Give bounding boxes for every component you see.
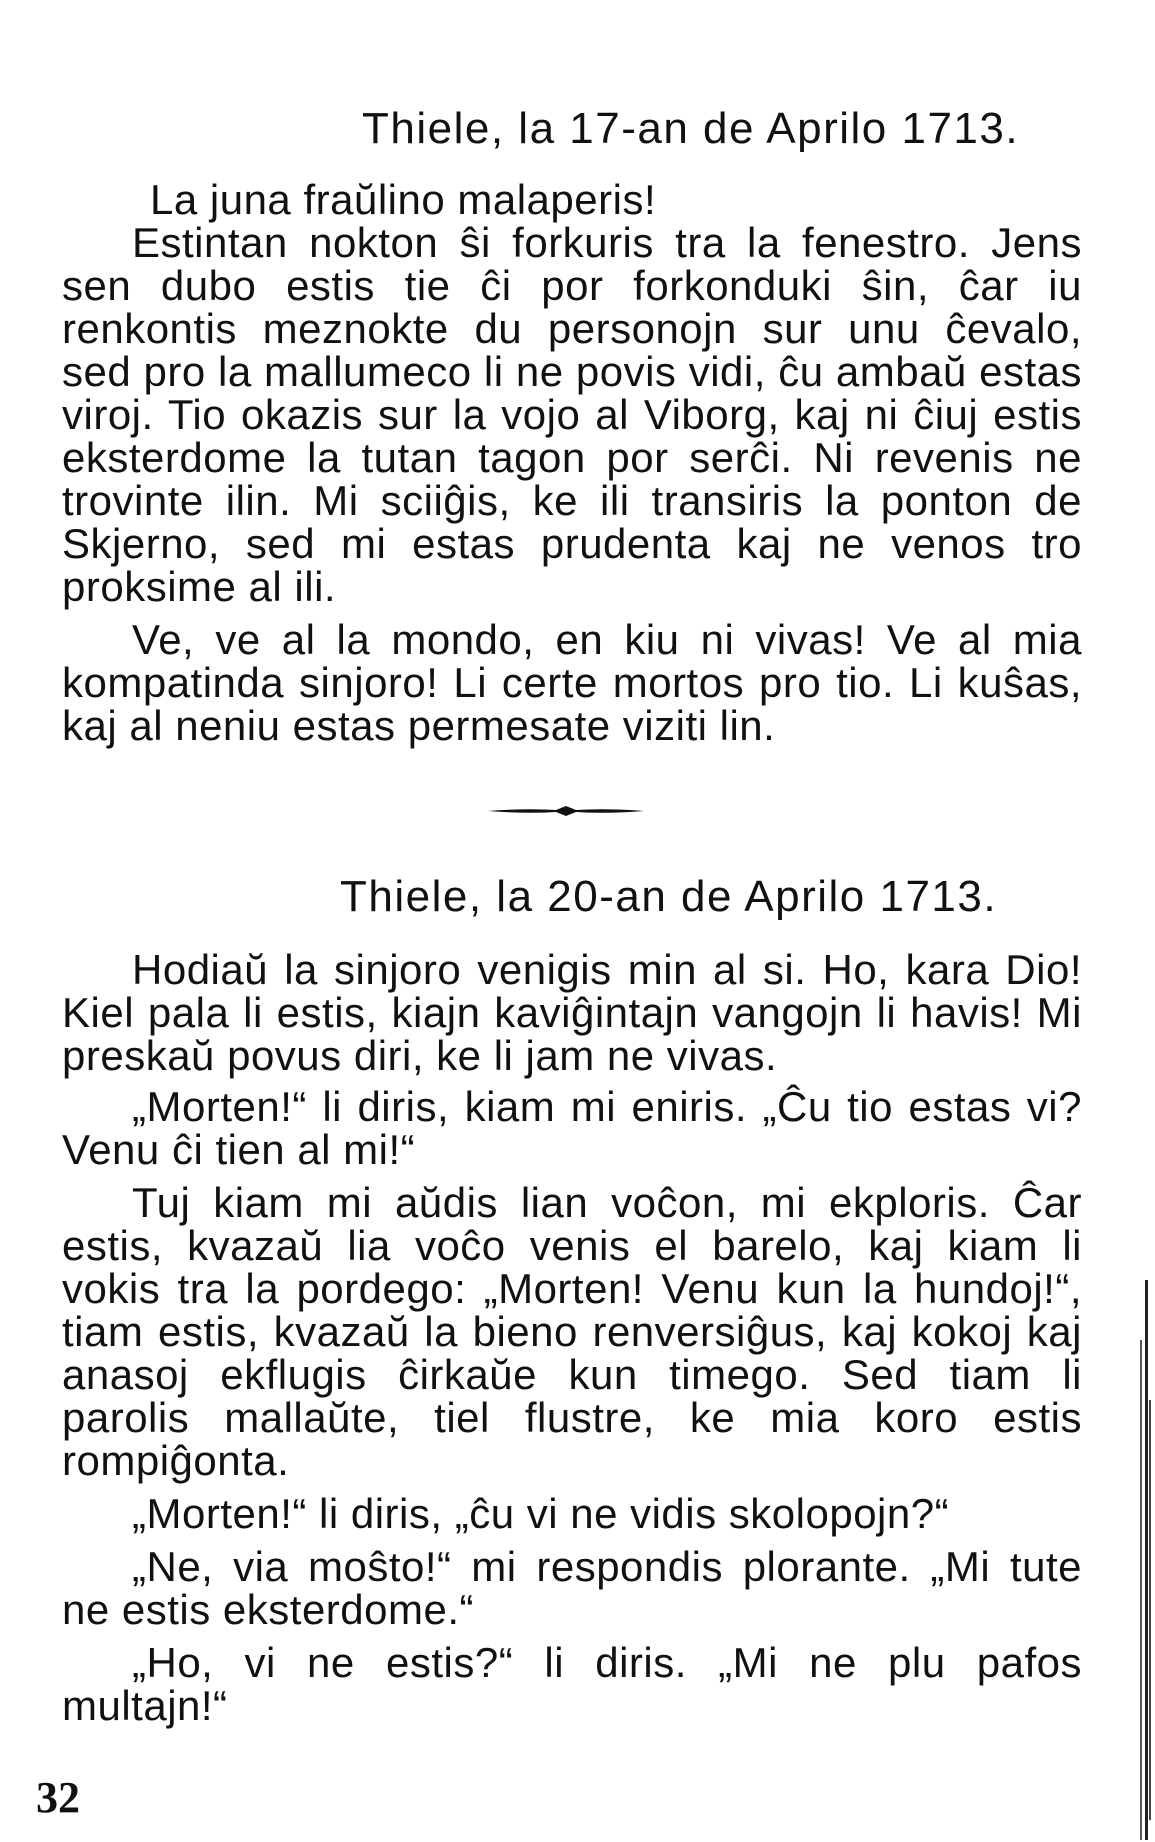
paragraph: Estintan nokton ŝi forkuris tra la fenestro. Jens sen dubo estis tie ĉi por forkonduki ŝin, ĉar iu renkontis meznokte du personojn sur unu ĉevalo, sed pro la mallumeco li ne povis vidi, ĉu ambaŭ estas viroj. Tio okazis sur la vojo al Viborg, kaj ni ĉiuj estis eksterdome la tutan tagon por serĉi. Ni revenis ne trovinte ilin. Mi sciiĝis, ke ili transiris la ponton de Skjerno, sed mi estas prudenta kaj ne venos tro proksime al ili. xyxy=(62,219,1082,610)
page-edge-shadow xyxy=(1136,1280,1152,1840)
ornamental-divider xyxy=(486,804,646,818)
paragraph: Ve, ve al la mondo, en kiu ni vivas! Ve al mia kompatinda sinjoro! Li certe mortos pro tio. Li kuŝas, kaj al neniu estas permesate viziti lin. xyxy=(62,616,1082,749)
entry-body-2 xyxy=(62,948,1082,1727)
page-number: 32 xyxy=(36,1773,80,1822)
paragraph: „Morten!“ li diris, kiam mi eniris. „Ĉu tio estas vi? Venu ĉi tien al mi!“ xyxy=(62,1083,1082,1173)
paragraph: „Ne, via moŝto!“ mi respondis plorante. „Mi tute ne estis eksterdome.“ xyxy=(62,1543,1082,1633)
paragraph: Tuj kiam mi aŭdis lian voĉon, mi ekploris. Ĉar estis, kvazaŭ lia voĉo venis el barelo, kaj kiam li vokis tra la pordego: „Morten! Venu kun la hundoj!“, tiam estis, kvazaŭ la bieno renversiĝus, kaj kokoj kaj anasoj ekflugis ĉirkaŭe kun timego. Sed tiam li parolis mallaŭte, tiel flustre, ke mia koro estis rompiĝonta. xyxy=(62,1179,1082,1484)
paragraph: La juna fraŭlino malaperis! xyxy=(150,176,657,223)
entry-body-1 xyxy=(62,178,1082,747)
paragraph: Hodiaŭ la sinjoro venigis min al si. Ho, kara Dio! Kiel pala li estis, kiajn kaviĝintajn vangojn li havis! Mi preskaŭ povus diri, ke li jam ne vivas. xyxy=(62,946,1082,1079)
entry-heading-1: Thiele, la 17-an de Aprilo 1713. xyxy=(362,104,1020,153)
paragraph: „Ho, vi ne estis?“ li diris. „Mi ne plu pafos multajn!“ xyxy=(62,1639,1082,1729)
paragraph: „Morten!“ li diris, „ĉu vi ne vidis skolopojn?“ xyxy=(132,1490,950,1537)
entry-heading-2: Thiele, la 20-an de Aprilo 1713. xyxy=(340,872,998,921)
